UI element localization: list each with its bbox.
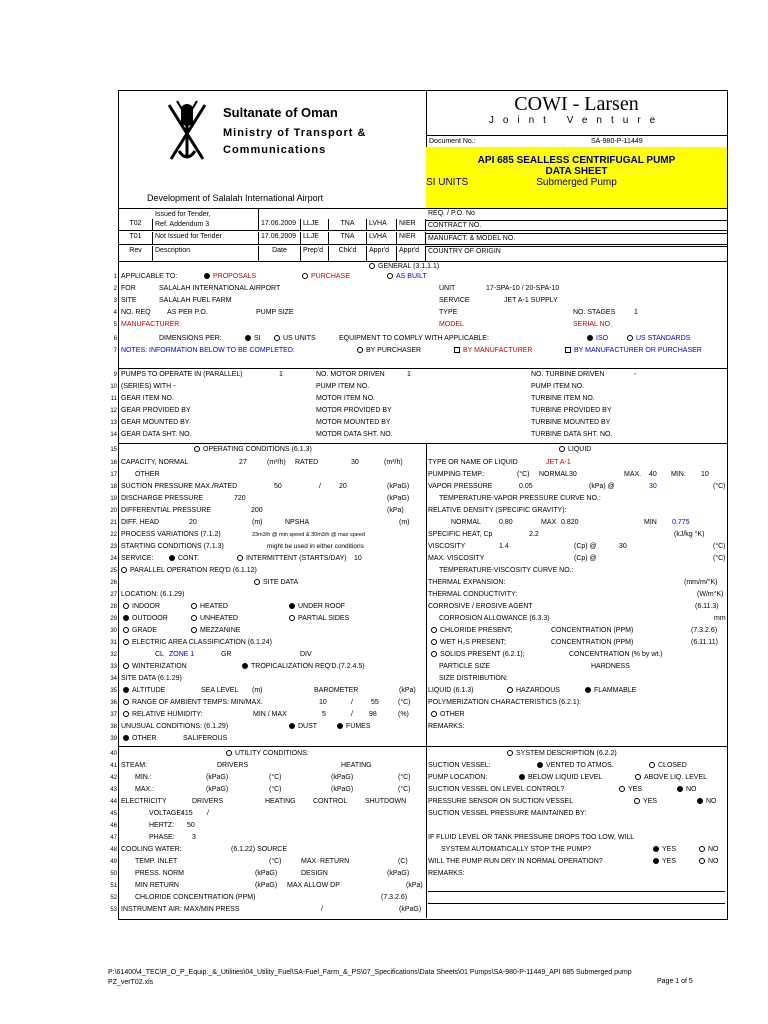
row-11: 11 GEAR ITEM NO. MOTOR ITEM NO. TURBINE ITEM NO. <box>110 395 595 402</box>
row-50: 50 PRESS. NORM (kPaG) DESIGN (kPaG) REMARKS: <box>110 870 465 877</box>
radio-icon[interactable] <box>191 615 197 621</box>
radio-icon[interactable] <box>634 798 640 804</box>
radio-icon[interactable] <box>123 711 129 717</box>
radio-icon[interactable] <box>123 699 129 705</box>
radio-icon[interactable] <box>507 687 513 693</box>
radio-selected-icon[interactable] <box>519 774 525 780</box>
radio-icon[interactable] <box>191 603 197 609</box>
units-label: SI UNITS <box>426 177 469 188</box>
radio-icon[interactable] <box>387 273 393 279</box>
radio-selected-icon[interactable] <box>242 663 248 669</box>
row-19: 19 DISCHARGE PRESSURE 720 (kPaG) TEMPERATURE-VAPOR PRESSURE CURVE NO.: <box>110 495 601 502</box>
radio-icon[interactable] <box>289 615 295 621</box>
row-17: 17 OTHER PUMPING TEMP.: (°C) NORMAL 30 MAX. 40 MIN. 10 <box>110 471 709 478</box>
row-5: 5 MANUFACTURER MODEL SERIAL NO. <box>113 321 613 328</box>
row-23: 23 STARTING CONDITIONS (7.1.3) might be used in either conditions VISCOSITY 1.4 (Cp) @ 30 (°C) <box>110 543 726 550</box>
data-sheet <box>110 90 728 920</box>
project-name: Development of Salalah International Airport <box>147 193 324 203</box>
row-20: 20 DIFFERENTIAL PRESSURE 200 (kPa) RELATIVE DENSITY (SPECIFIC GRAVITY): <box>110 507 567 514</box>
radio-icon[interactable] <box>274 335 280 341</box>
row-9: 9 PUMPS TO OPERATE IN (PARALLEL) 1 NO. MOTOR DRIVEN 1 NO. TURBINE DRIVEN - <box>113 371 637 378</box>
row-10: 10 (SERIES) WITH - PUMP ITEM NO. PUMP ITEM NO. <box>110 383 585 390</box>
ministry-name: Ministry of Transport & Communications <box>223 127 367 156</box>
row-33: 33 WINTERIZATION TROPICALIZATION REQ'D.(7.2.4.5) PARTICLE SIZE HARDNESS <box>110 663 630 670</box>
row-43: 43 MAX.: (kPaG) (°C) (kPaG) (°C) SUCTION VESSEL ON LEVEL CONTROL? YES NO <box>110 786 697 793</box>
row-26: 26 SITE DATA THERMAL EXPANSION: (mm/m/°K) <box>110 579 718 586</box>
datasheet-subtitle: DATA SHEET <box>545 166 608 177</box>
row-7: 7 NOTES: INFORMATION BELOW TO BE COMPLETED: BY PURCHASER BY MANUFACTURER BY MANUFACTURER OR PURCHASER <box>113 347 702 354</box>
row-35: 35 ALTITUDE SEA LEVEL (m) BAROMETER (kPa) LIQUID (6.1.3) HAZARDOUS FLAMMABLE <box>110 687 637 694</box>
page-number: Page 1 of 5 <box>657 978 693 985</box>
radio-icon[interactable] <box>357 347 363 353</box>
row-1: 1 APPLICABLE TO: PROPOSALS PURCHASE AS BUILT <box>113 273 427 280</box>
row-32: 32 CL ZONE 1 GR DIV SOLIDS PRESENT (6.2.1); CONCENTRATION (% by wt.) <box>110 651 663 658</box>
radio-icon[interactable] <box>431 651 437 657</box>
radio-icon[interactable] <box>627 335 633 341</box>
row-49: 49 TEMP. INLET (°C) MAX. RETURN (C) WILL THE PUMP RUN DRY IN NORMAL OPERATION? YES NO <box>110 858 719 865</box>
row-46: 46 HERTZ: 50 <box>110 822 195 829</box>
client-name: Sultanate of Oman <box>223 105 338 120</box>
radio-selected-icon[interactable] <box>537 762 543 768</box>
row-6: 6 DIMENSIONS PER: SI US UNITS EQUIPMENT TO COMPLY WITH APPLICABLE: ISO US STANDARDS <box>113 335 691 342</box>
row-40: 40 UTILITY CONDITIONS: SYSTEM DESCRIPTION (6.2.2) <box>110 750 617 757</box>
radio-selected-icon[interactable] <box>585 687 591 693</box>
radio-icon[interactable] <box>431 639 437 645</box>
radio-icon[interactable] <box>123 639 129 645</box>
row-14: 14 GEAR DATA SHT. NO. MOTOR DATA SHT. NO. TURBINE DATA SHT. NO. <box>110 431 613 438</box>
radio-icon[interactable] <box>649 762 655 768</box>
radio-selected-icon[interactable] <box>337 723 343 729</box>
row-28: 28 INDOOR HEATED UNDER ROOF CORROSIVE / EROSIVE AGENT (6.11.3) <box>110 603 719 610</box>
row-48: 48 COOLING WATER: (6.1.22) SOURCE SYSTEM AUTOMATICALLY STOP THE PUMP? YES NO <box>110 846 719 853</box>
row-31: 31 ELECTRIC AREA CLASSIFICATION (6.1.24) WET H₂S PRESENT; CONCENTRATION (PPM) (6.11.11) <box>110 639 718 646</box>
datasheet-title-block <box>426 147 727 208</box>
row-24: 24 SERVICE: CONT. INTERMITTENT (STARTS/DAY) 10 MAX. VISCOSITY (Cp) @ (°C) <box>110 555 726 562</box>
row-39: 39 OTHER SALIFEROUS <box>110 735 228 742</box>
radio-icon[interactable] <box>559 446 565 452</box>
document-number: SA-980-P-11449 <box>591 138 643 145</box>
row-27: 27 LOCATION: (6.1.29) THERMAL CONDUCTIVITY: (W/m°K) <box>110 591 724 598</box>
row-34: 34 SITE DATA (6.1.29) SIZE DISTRIBUTION: <box>110 675 508 682</box>
radio-selected-icon[interactable] <box>169 555 175 561</box>
radio-icon[interactable] <box>507 750 513 756</box>
radio-icon[interactable] <box>431 627 437 633</box>
row-47: 47 PHASE: 3 IF FLUID LEVEL OR TANK PRESSURE DROPS TOO LOW, WILL <box>110 834 635 841</box>
document-number-label: Document No.: <box>429 138 476 145</box>
row-45: 45 VOLTAGE: 415 / SUCTION VESSEL PRESSURE MAINTAINED BY: <box>110 810 587 817</box>
row-12: 12 GEAR PROVIDED BY MOTOR PROVIDED BY TURBINE PROVIDED BY <box>110 407 612 414</box>
radio-icon[interactable] <box>699 858 705 864</box>
radio-icon[interactable] <box>123 663 129 669</box>
row-51: 51 MIN RETURN (kPaG) MAX ALLOW DP (kPa) <box>110 882 423 889</box>
radio-icon[interactable] <box>699 846 705 852</box>
row-41: 41 STEAM: DRIVERS HEATING SUCTION VESSEL: VENTED TO ATMOS. CLOSED <box>110 762 687 769</box>
radio-selected-icon[interactable] <box>587 335 593 341</box>
client-header <box>119 91 427 208</box>
joint-venture-label: Joint Venture <box>488 115 665 126</box>
row-2: 2 FOR SALALAH INTERNATIONAL AIRPORT UNIT 17-SPA-10 / 20-SPA-10 <box>113 285 560 292</box>
row-13: 13 GEAR MOUNTED BY MOTOR MOUNTED BY TURBINE MOUNTED BY <box>110 419 611 426</box>
radio-icon[interactable] <box>123 627 129 633</box>
checkbox-icon[interactable] <box>454 347 460 353</box>
row-18: 18 SUCTION PRESSURE MAX./RATED 50 / 20 (kPaG) VAPOR PRESSURE 0.05 (kPa) @ 30 (°C) <box>110 483 726 490</box>
radio-selected-icon[interactable] <box>697 798 703 804</box>
revision-table: REQ. / P.O. No CONTRACT NO. MANUFACT. & MODEL NO. COUNTRY OF ORIGIN T02 Issued for Tender, Ref. Addendum 3 17.06.2009 LLJE TNA LVHA NIER T01 Not Issued for Tender 17.06.2009 LLJE TNA LVHA NIER Rev Description Date Prep'd Chk'd Appr'd Appr'd <box>119 208 727 262</box>
row-16: 16 CAPACITY, NORMAL 27 (m³/h) RATED 30 (m³/h) TYPE OR NAME OF LIQUID JET A-1 <box>110 459 571 466</box>
radio-icon[interactable] <box>121 567 127 573</box>
radio-selected-icon[interactable] <box>653 858 659 864</box>
radio-icon[interactable] <box>226 750 232 756</box>
radio-icon[interactable] <box>431 711 437 717</box>
radio-selected-icon[interactable] <box>245 335 251 341</box>
row-29: 29 OUTDOOR UNHEATED PARTIAL SIDES CORROSION ALLOWANCE (6.3.3) mm <box>110 615 726 622</box>
pump-type-label: Submerged Pump <box>536 177 617 188</box>
radio-icon[interactable] <box>194 446 200 452</box>
row-53: 53 INSTRUMENT AIR: MAX/MIN PRESS / (kPaG) <box>110 906 422 913</box>
datasheet-title: API 685 SEALLESS CENTRIFUGAL PUMP <box>477 155 676 166</box>
radio-selected-icon[interactable] <box>123 687 129 693</box>
radio-icon[interactable] <box>254 579 260 585</box>
checkbox-icon[interactable] <box>565 347 571 353</box>
row-21: 21 DIFF. HEAD 20 (m) NPSHA (m) NORMAL 0.80 MAX 0.820 MIN 0.775 <box>110 519 690 526</box>
radio-selected-icon[interactable] <box>677 786 683 792</box>
row-15: 15 OPERATING CONDITIONS (6.1.3) LIQUID <box>110 446 592 453</box>
oman-emblem-icon <box>163 97 211 167</box>
order-info: REQ. / P.O. No CONTRACT NO. MANUFACT. & MODEL NO. COUNTRY OF ORIGIN <box>426 209 727 261</box>
file-path: P:\61400\4_TEC\R_O_P_Equip._&_Utilities\04_Utility_Fuel\SA-Fuel_Farm_&_PS\07_Specifications\Data Sheets\01 Pumps\SA-980-P-11449_API 685 Submerged pump PZ_verT02.xls <box>108 969 632 986</box>
radio-selected-icon[interactable] <box>289 603 295 609</box>
radio-icon[interactable] <box>369 263 375 269</box>
row-36: 36 RANGE OF AMBIENT TEMPS: MIN/MAX. 10 / 55 (°C) POLYMERIZATION CHARACTERISTICS (6.2.1): <box>110 699 581 706</box>
radio-selected-icon[interactable] <box>123 735 129 741</box>
radio-selected-icon[interactable] <box>123 615 129 621</box>
contractor-header <box>426 91 727 208</box>
radio-selected-icon[interactable] <box>653 846 659 852</box>
company-name: COWI - Larsen <box>514 93 639 115</box>
radio-selected-icon[interactable] <box>289 723 295 729</box>
row-42: 42 MIN.: (kPaG) (°C) (kPaG) (°C) PUMP LOCATION: BELOW LIQUID LEVEL ABOVE LIQ. LEVEL <box>110 774 708 781</box>
radio-icon[interactable] <box>619 786 625 792</box>
row-30: 30 GRADE MEZZANINE CHLORIDE PRESENT; CONCENTRATION (PPM) (7.3.2.6) <box>110 627 718 634</box>
radio-icon[interactable] <box>635 774 641 780</box>
row-4: 4 NO. REQ AS PER P.O. PUMP SIZE TYPE NO. STAGES 1 <box>113 309 638 316</box>
row-25: 25 PARALLEL OPERATION REQ'D (6.1.12) TEMPERATURE-VISCOSITY CURVE NO.: <box>110 567 574 574</box>
radio-icon[interactable] <box>302 273 308 279</box>
radio-icon[interactable] <box>191 627 197 633</box>
row-22: 22 PROCESS VARIATIONS (7.1.2) 23m3/h @ min speed & 30m3/h @ max speed SPECIFIC HEAT, Cp 2.2 (kJ/kg °K) <box>110 531 705 538</box>
radio-icon[interactable] <box>237 555 243 561</box>
row-52: 52 CHLORIDE CONCENTRATION (PPM) (7.3.2.6) <box>110 894 408 901</box>
row-44: 44 ELECTRICITY DRIVERS HEATING CONTROL SHUTDOWN PRESSURE SENSOR ON SUCTION VESSEL YES NO <box>110 798 717 805</box>
row-3: 3 SITE SALALAH FUEL FARM SERVICE JET A-1 SUPPLY <box>113 297 558 304</box>
radio-selected-icon[interactable] <box>204 273 210 279</box>
row-general: GENERAL (3.1.1.1) <box>119 261 727 273</box>
row-37: 37 RELATIVE HUMIDITY: MIN / MAX 5 / 98 (%) OTHER <box>110 711 465 718</box>
row-38: 38 UNUSUAL CONDITIONS: (6.1.29) DUST FUMES REMARKS: <box>110 723 465 730</box>
radio-icon[interactable] <box>123 603 129 609</box>
